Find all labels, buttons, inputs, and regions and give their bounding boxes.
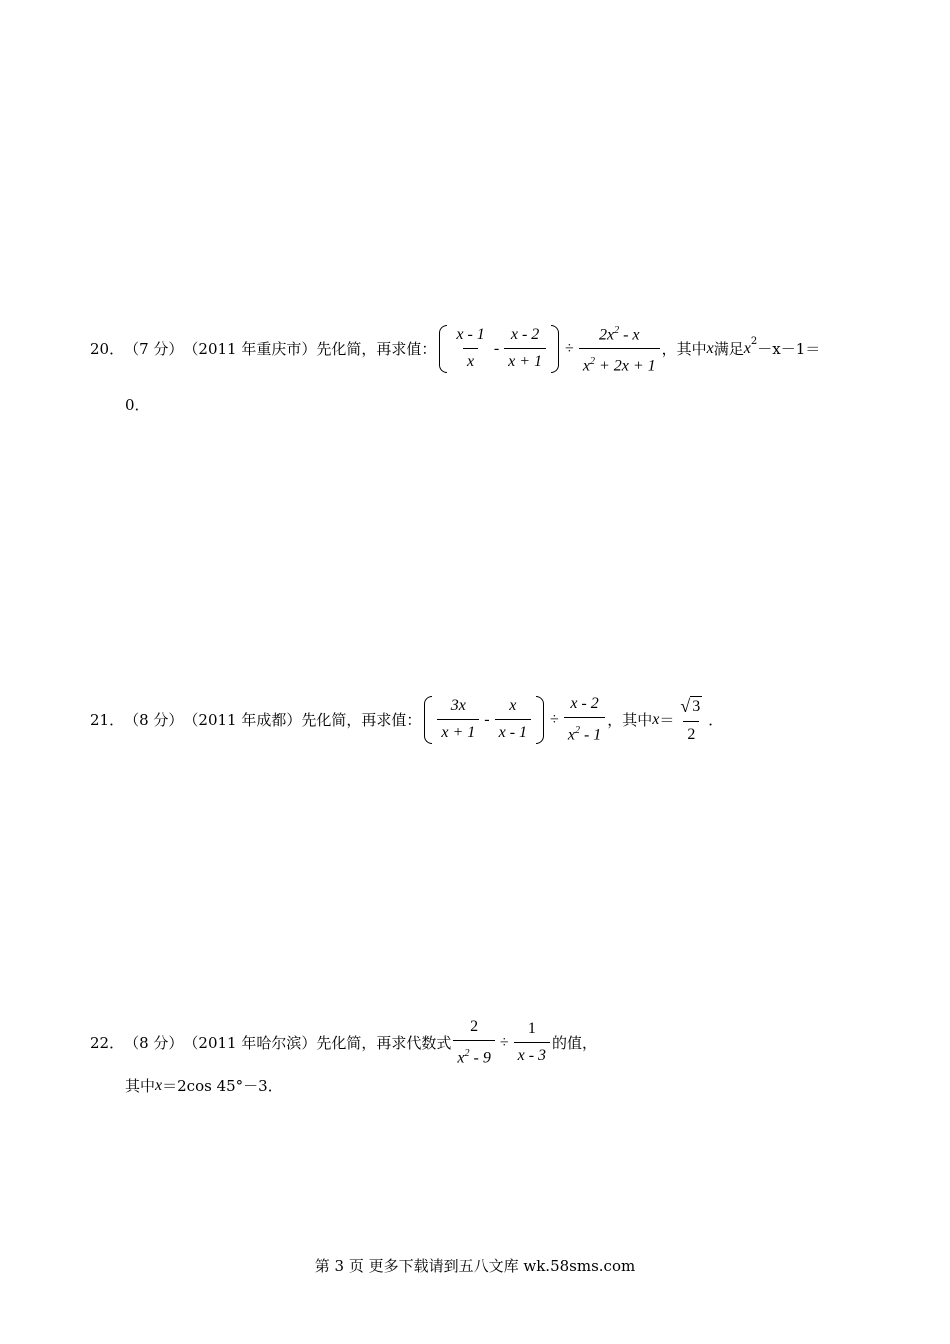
sqrt-icon: √ (680, 695, 691, 716)
fraction-2 (504, 326, 546, 371)
problem-21-end: ． (708, 711, 724, 730)
fraction-1-denominator: $x^2 - 9$ (453, 1040, 494, 1067)
problem-22-line-2 (125, 1075, 890, 1096)
condition-var: x (743, 339, 751, 357)
fraction-3 (564, 695, 605, 744)
left-paren (424, 696, 432, 744)
problem-22-number: 22． (90, 1034, 125, 1053)
problem-22-prompt: 先化简，再求代数式 (316, 1034, 452, 1053)
condition-rest: －x－1＝ (757, 340, 821, 359)
problem-22 (90, 1018, 890, 1096)
fraction-3-numerator: $2x^2$ - x (598, 325, 640, 344)
fraction-2-numerator: x (509, 697, 517, 715)
fraction-1-denominator: x + 1 (437, 719, 479, 742)
problem-21 (90, 695, 890, 744)
problem-20-number: 20． (90, 340, 125, 359)
problem-20-continuation: 0． (125, 395, 150, 414)
problem-20-prompt: 先化简，再求值： (316, 340, 437, 359)
fraction-3-denominator: $x^2 - 1$ (564, 717, 605, 744)
fraction-2-denominator: x - 3 (514, 1042, 550, 1065)
problem-21-source: （2011 年成都） (183, 711, 302, 730)
left-paren (439, 325, 447, 373)
radicand: 3 (692, 697, 701, 715)
fraction-1 (453, 1018, 494, 1067)
page-footer: 第 3 页 更多下载请到五八文库 wk.58sms.com (314, 1257, 636, 1275)
divide-sign: ÷ (550, 710, 559, 728)
problem-21-score: （8 分） (124, 711, 184, 730)
fraction-2-numerator: 1 (527, 1020, 536, 1038)
fraction-2-denominator: x - 1 (495, 719, 531, 742)
sqrt-expression (676, 696, 706, 721)
fraction-3-denominator: $x^2 + 2x + 1$ (579, 348, 660, 375)
problem-22-line-2-a: 其中 (125, 1077, 156, 1096)
minus-sign: - (493, 339, 500, 357)
problem-20-tail-var: x (706, 339, 714, 357)
fraction-2 (514, 1020, 550, 1065)
fraction-1-numerator: 2 (470, 1018, 479, 1035)
fraction-3 (579, 322, 660, 376)
fraction-3-numerator: x - 2 (570, 695, 599, 712)
fraction-2-denominator: x + 1 (504, 348, 546, 371)
problem-20-source: （2011 年重庆市） (183, 340, 317, 359)
right-paren (536, 696, 544, 744)
problem-20 (90, 322, 890, 415)
fraction-1-denominator: x (463, 348, 478, 371)
problem-21-number: 21． (90, 711, 125, 730)
problem-22-score: （8 分） (124, 1034, 184, 1053)
problem-20-line-1 (90, 322, 890, 376)
problem-21-tail: ，其中 (607, 711, 653, 730)
problem-22-line-1 (90, 1018, 890, 1067)
fraction-1-numerator: 3x (450, 697, 466, 715)
fraction-2 (495, 697, 531, 742)
problem-22-line-2-b: ＝2cos 45°－3． (162, 1077, 283, 1096)
fraction-1 (437, 697, 479, 742)
problem-21-line-1 (90, 695, 890, 744)
minus-sign: - (484, 710, 490, 728)
divide-sign: ÷ (499, 1033, 509, 1051)
problem-21-tail-var: x (652, 710, 660, 728)
problem-21-prompt: 先化简，再求值： (301, 711, 422, 730)
condition-exponent: 2 (750, 336, 758, 347)
problem-20-score: （7 分） (124, 340, 184, 359)
problem-22-source: （2011 年哈尔滨） (183, 1034, 317, 1053)
value-denominator: 2 (683, 721, 699, 744)
problem-20-tail-2: 满足 (713, 340, 744, 359)
fraction-1-numerator: x - 1 (456, 326, 485, 344)
fraction-1 (452, 326, 488, 371)
problem-22-line-2-var: x (155, 1076, 163, 1094)
value-fraction (676, 696, 706, 744)
fraction-2-numerator: x - 2 (510, 326, 540, 344)
right-paren (551, 325, 559, 373)
divide-sign: ÷ (565, 339, 574, 357)
problem-20-tail: ，其中 (661, 340, 707, 359)
equals-sign: ＝ (659, 711, 675, 730)
problem-22-tail: 的值， (552, 1034, 598, 1053)
